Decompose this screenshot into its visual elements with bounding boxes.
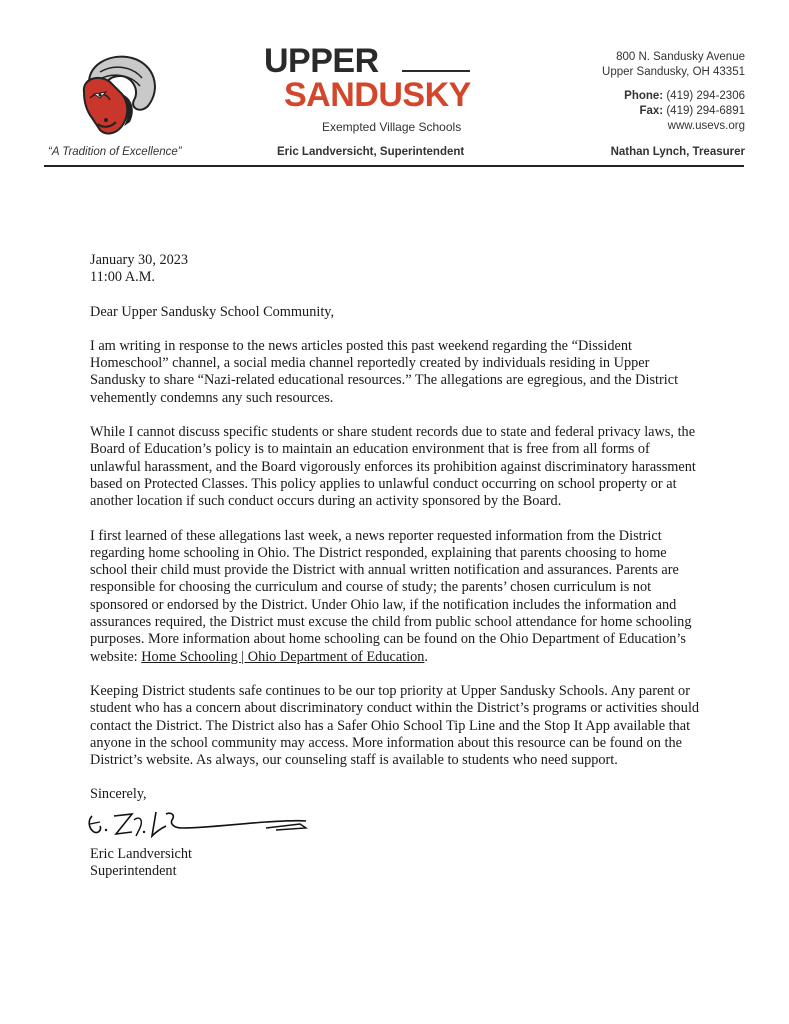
letter-paragraph-3-end: . — [424, 648, 428, 665]
phone-number: (419) 294-2306 — [666, 90, 745, 102]
phone-label: Phone: — [624, 90, 664, 102]
district-tagline: “A Tradition of Excellence” — [48, 146, 182, 158]
letter-paragraph-3 — [90, 528, 700, 666]
district-logotype — [262, 44, 492, 136]
letter-date: January 30, 2023 — [90, 252, 189, 268]
superintendent-credit: Eric Landversicht, Superintendent — [277, 146, 465, 158]
website-link[interactable]: www.usevs.org — [667, 120, 745, 132]
fax-number: (419) 294-6891 — [666, 105, 745, 117]
letter-salutation: Dear Upper Sandusky School Community, — [90, 303, 335, 320]
letter-body — [90, 252, 700, 880]
letter-paragraph-4: Keeping District students safe continues to be our top priority at Upper Sandusky Schools. Any parent or student who has a concern about discriminatory conduct within the District’s programs or activities should contact the District. The District also has a Safer Ohio School Tip Line and the Stop It App available that anyone in the school community may access. More information about this resource can be found on the District’s website. As always, our counseling staff is available to students who need support. — [90, 682, 700, 769]
logotype-upper: UPPER — [264, 42, 379, 80]
logotype-rule — [402, 70, 470, 72]
letter-closing: Sincerely, — [90, 786, 147, 803]
address-line-1: 800 N. Sandusky Avenue — [616, 51, 745, 63]
letter-paragraph-3-text: I first learned of these allegations last week, a news reporter requested information from the District regarding home schooling in Ohio. The District responded, explaining that parents choosing to home school their child must provide the District with annual written notification and assurances. Parents are responsible for choosing the curriculum and course of study; the parents’ chosen curriculum is not sponsored or endorsed by the District. Under Ohio law, if the notification includes the information and assurances required, the District must excuse the child from public school attendance for home schooling purposes. More information about home schooling can be found on the Ohio Department of Education’s website: — [90, 527, 692, 665]
district-contact-block — [602, 50, 745, 134]
fax-line — [602, 104, 745, 119]
logotype-subtitle: Exempted Village Schools — [322, 120, 462, 134]
fax-label: Fax: — [639, 105, 664, 117]
signer-name: Eric Landversicht — [90, 845, 193, 862]
address-line-2: Upper Sandusky, OH 43351 — [602, 66, 745, 78]
letterhead-divider — [44, 165, 744, 167]
logotype-sandusky: SANDUSKY — [284, 76, 471, 114]
letter-date-block — [90, 252, 700, 287]
treasurer-credit: Nathan Lynch, Treasurer — [610, 146, 745, 158]
letter-paragraph-2: While I cannot discuss specific students or share student records due to state and federal privacy laws, the Board of Education’s policy is to maintain an education environment that is free from all forms of unlawful harassment, and the Board vigorously enforces its prohibition against discriminatory harassment based on Protected Classes. This policy applies to unlawful conduct occurring on school property or at another location if such conduct occurs during an activity sponsored by the Board. — [90, 424, 696, 510]
home-schooling-link[interactable]: Home Schooling | Ohio Department of Education — [141, 648, 425, 665]
letter-time: 11:00 A.M. — [90, 269, 156, 286]
letter-paragraph-1: I am writing in response to the news articles posted this past weekend regarding the “Dissident Homeschool” channel, a social media channel reportedly created by individuals residing in Upper Sandusky to share “Nazi-related educational resources.” The allegations are egregious, and the District vehemently condemns any such resources. — [90, 337, 679, 406]
handwritten-signature-icon — [86, 806, 316, 846]
signer-title: Superintendent — [90, 863, 177, 880]
ram-mascot-icon — [70, 48, 170, 140]
phone-line — [602, 89, 745, 104]
